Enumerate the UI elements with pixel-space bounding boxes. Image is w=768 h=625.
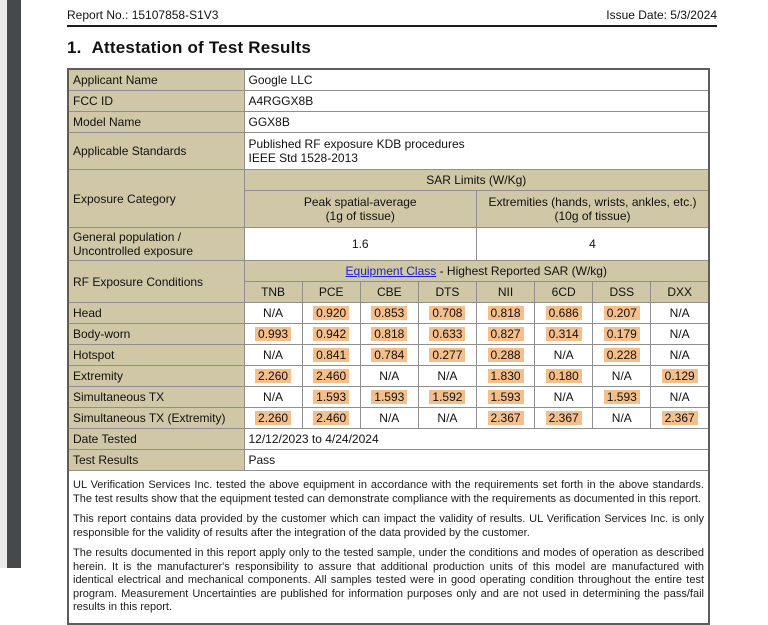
- test-results-label: Test Results: [68, 450, 244, 471]
- peak-spatial-header: [244, 191, 477, 228]
- sar-row-label: Body-worn: [68, 324, 244, 345]
- sar-value: 0.207: [593, 303, 651, 324]
- sar-value: 0.633: [418, 324, 476, 345]
- sar-value: N/A: [593, 366, 651, 387]
- exposure-category-label: Exposure Category: [68, 170, 244, 228]
- date-tested-label: Date Tested: [68, 429, 244, 450]
- standards-value: [244, 133, 709, 170]
- date-tested-value: 12/12/2023 to 4/24/2024: [244, 429, 709, 450]
- sar-limits-header: SAR Limits (W/Kg): [244, 170, 709, 191]
- row-notes: [68, 471, 709, 624]
- report-number: Report No.: 15107858-S1V3: [67, 8, 219, 22]
- sar-value: 1.593: [593, 387, 651, 408]
- sar-value: N/A: [593, 408, 651, 429]
- sar-value: 1.593: [302, 387, 360, 408]
- sar-value: 2.367: [535, 408, 593, 429]
- column-header-dts: DTS: [418, 282, 476, 303]
- sar-row-body-worn: [68, 324, 709, 345]
- sar-value: N/A: [244, 387, 302, 408]
- sar-value: N/A: [535, 387, 593, 408]
- sar-value: 0.686: [535, 303, 593, 324]
- standards-line-2: IEEE Std 1528-2013: [248, 151, 358, 165]
- row-model: [68, 112, 709, 133]
- notes-cell: [68, 471, 709, 624]
- note-paragraph-1: UL Verification Services Inc. tested the above equipment in accordance with the requirements set forth in the above standards. The test results show that the equipment tested can demonstrate compliance with the requirements as documented in this report.: [73, 479, 704, 505]
- sar-value: N/A: [418, 408, 476, 429]
- row-sar-limits-header: [68, 170, 709, 191]
- column-header-cbe: CBE: [360, 282, 418, 303]
- column-header-6cd: 6CD: [535, 282, 593, 303]
- sar-value: 0.228: [593, 345, 651, 366]
- sar-value: 1.830: [477, 366, 535, 387]
- model-label: Model Name: [68, 112, 244, 133]
- note-paragraph-3: The results documented in this report apply only to the tested sample, under the conditions and modes of operation as described herein. It is the manufacturer's responsibility to assure that additional production units of this model are manufactured with identical electrical and mechanical components. All samples tested were in good operating condition throughout the entire test program. Measurement Uncertainties are published for information purposes only and are not used in determining the pass/fail results in this report.: [73, 547, 704, 613]
- attestation-table: [67, 68, 710, 625]
- sar-value: N/A: [651, 345, 709, 366]
- sar-row-label: Simultaneous TX: [68, 387, 244, 408]
- sar-value: N/A: [418, 366, 476, 387]
- sar-value: 0.920: [302, 303, 360, 324]
- issue-date: Issue Date: 5/3/2024: [606, 8, 717, 22]
- row-fcc-id: [68, 91, 709, 112]
- note-paragraph-2: This report contains data provided by the customer which can impact the validity of results. UL Verification Services Inc. is only responsible for the validity of results after the integration of the data provided by the customer.: [73, 513, 704, 539]
- sar-value: 2.260: [244, 366, 302, 387]
- extremities-header: [477, 191, 710, 228]
- viewer-edge-dark: [7, 0, 21, 568]
- document-header: [67, 8, 717, 27]
- sar-value: 0.129: [651, 366, 709, 387]
- sar-value: N/A: [244, 345, 302, 366]
- peak-header-line-1: Peak spatial-average: [303, 195, 417, 209]
- equipment-class-header-rest: - Highest Reported SAR (W/kg): [436, 264, 607, 278]
- row-equipment-class: [68, 261, 709, 282]
- test-results-value: Pass: [244, 450, 709, 471]
- column-header-tnb: TNB: [244, 282, 302, 303]
- row-test-results: [68, 450, 709, 471]
- sar-value: 0.993: [244, 324, 302, 345]
- sar-value: N/A: [244, 303, 302, 324]
- sar-value: 0.841: [302, 345, 360, 366]
- sar-row-label: Head: [68, 303, 244, 324]
- sar-value: 0.288: [477, 345, 535, 366]
- sar-value: N/A: [651, 303, 709, 324]
- sar-value: 0.314: [535, 324, 593, 345]
- peak-limit-value: 1.6: [244, 228, 477, 261]
- sar-value: 0.818: [360, 324, 418, 345]
- sar-value: 2.460: [302, 408, 360, 429]
- sar-value: 1.592: [418, 387, 476, 408]
- extremities-header-line-1: Extremities (hands, wrists, ankles, etc.): [488, 195, 697, 209]
- sar-value: N/A: [535, 345, 593, 366]
- column-header-pce: PCE: [302, 282, 360, 303]
- row-applicant: [68, 69, 709, 91]
- applicant-label: Applicant Name: [68, 69, 244, 91]
- sar-value: 0.827: [477, 324, 535, 345]
- sar-value: N/A: [360, 366, 418, 387]
- peak-header-line-2: (1g of tissue): [325, 209, 395, 223]
- sar-row-simultaneous-tx: [68, 387, 709, 408]
- equipment-class-link[interactable]: Equipment Class: [345, 264, 437, 278]
- sar-value: 0.277: [418, 345, 476, 366]
- page-title: [67, 38, 717, 58]
- model-value: GGX8B: [244, 112, 709, 133]
- sar-row-hotspot: [68, 345, 709, 366]
- sar-value: 2.367: [651, 408, 709, 429]
- fcc-id-label: FCC ID: [68, 91, 244, 112]
- sar-value: 2.367: [477, 408, 535, 429]
- extremities-header-line-2: (10g of tissue): [554, 209, 631, 223]
- sar-value: 0.708: [418, 303, 476, 324]
- row-population-limits: [68, 228, 709, 261]
- column-header-dxx: DXX: [651, 282, 709, 303]
- sar-value: 0.942: [302, 324, 360, 345]
- applicant-value: Google LLC: [244, 69, 709, 91]
- sar-value: 0.784: [360, 345, 418, 366]
- sar-value: 2.460: [302, 366, 360, 387]
- sar-value: 0.853: [360, 303, 418, 324]
- extremities-limit-value: 4: [477, 228, 710, 261]
- sar-row-label: Extremity: [68, 366, 244, 387]
- population-label: [68, 228, 244, 261]
- sar-value: N/A: [651, 387, 709, 408]
- sar-value: N/A: [360, 408, 418, 429]
- sar-row-head: [68, 303, 709, 324]
- section-title-text: Attestation of Test Results: [91, 38, 312, 57]
- sar-value: 1.593: [360, 387, 418, 408]
- viewer-edge-light: [0, 0, 7, 568]
- column-header-nii: NII: [477, 282, 535, 303]
- report-content: [67, 8, 717, 625]
- row-date-tested: [68, 429, 709, 450]
- rf-exposure-conditions-label: RF Exposure Conditions: [68, 261, 244, 303]
- sar-row-label: Hotspot: [68, 345, 244, 366]
- sar-value: 0.818: [477, 303, 535, 324]
- sar-value: 2.260: [244, 408, 302, 429]
- sar-row-simultaneous-tx-extremity: [68, 408, 709, 429]
- sar-value: 0.180: [535, 366, 593, 387]
- sar-value: 1.593: [477, 387, 535, 408]
- fcc-id-value: A4RGGX8B: [244, 91, 709, 112]
- row-standards: [68, 133, 709, 170]
- section-number: 1.: [67, 38, 82, 57]
- sar-row-label: Simultaneous TX (Extremity): [68, 408, 244, 429]
- sar-row-extremity: [68, 366, 709, 387]
- column-header-dss: DSS: [593, 282, 651, 303]
- population-label-line-1: General population /: [73, 230, 182, 244]
- equipment-class-header: [244, 261, 709, 282]
- sar-value: 0.179: [593, 324, 651, 345]
- standards-line-1: Published RF exposure KDB procedures: [248, 137, 465, 151]
- standards-label: Applicable Standards: [68, 133, 244, 170]
- population-label-line-2: Uncontrolled exposure: [73, 244, 194, 258]
- sar-value: N/A: [651, 324, 709, 345]
